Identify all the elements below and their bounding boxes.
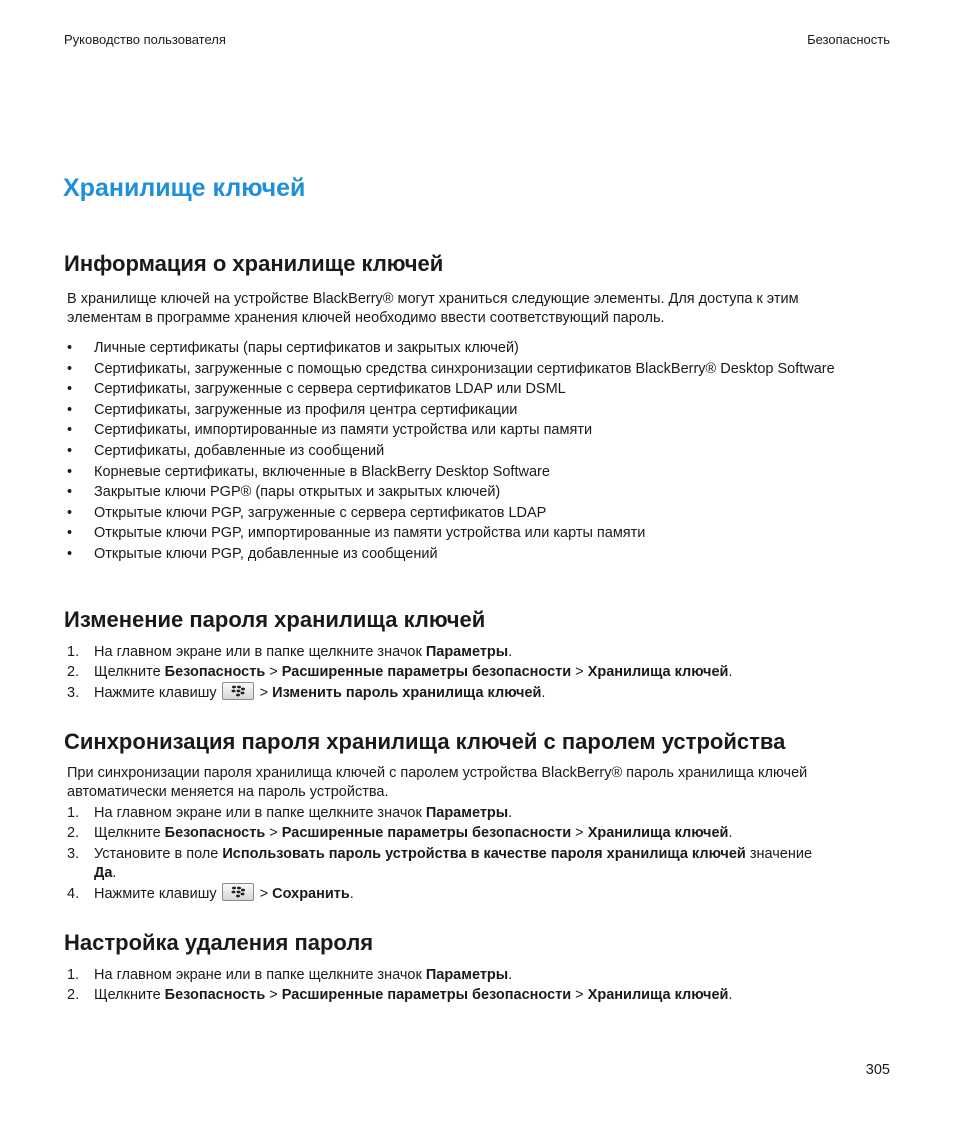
section1-intro <box>67 290 892 328</box>
section3-intro-line1: При синхронизации пароля хранилища ключей с паролем устройства BlackBerry® пароль хранилища ключей <box>67 765 808 781</box>
list-item: • Закрытые ключи PGP® (пары открытых и закрытых ключей) <box>67 484 501 501</box>
step-item: 4. Нажмите клавишу > Сохранить. <box>64 885 894 904</box>
section1-intro-line2: элементам в программе хранения ключей необходимо ввести соответствующий пароль. <box>67 310 665 326</box>
section-heading-keystore-info: Информация о хранилище ключей <box>64 251 444 276</box>
list-item: • Открытые ключи PGP, загруженные с сервера сертификатов LDAP <box>67 504 547 521</box>
running-header-left: Руководство пользователя <box>64 32 226 47</box>
sync-password-steps <box>64 804 894 905</box>
list-item: • Сертификаты, добавленные из сообщений <box>67 442 385 459</box>
list-item: • Открытые ключи PGP, добавленные из сообщений <box>67 545 438 562</box>
step-item: 2. Щелкните Безопасность > Расширенные параметры безопасности > Хранилища ключей. <box>67 987 733 1004</box>
password-wipe-steps <box>64 966 894 1007</box>
section-heading-password-wipe: Настройка удаления пароля <box>64 930 374 955</box>
page-title: Хранилище ключей <box>63 174 306 202</box>
list-item: • Корневые сертификаты, включенные в BlackBerry Desktop Software <box>67 463 550 480</box>
section3-intro-line2: автоматически меняется на пароль устройства. <box>67 784 389 800</box>
page-number: 305 <box>865 1062 890 1078</box>
step-item: 1. На главном экране или в папке щелкните значок Параметры. <box>67 644 513 660</box>
section-heading-change-password: Изменение пароля хранилища ключей <box>64 607 486 632</box>
blackberry-menu-key-icon <box>222 883 254 901</box>
step-item: 2. Щелкните Безопасность > Расширенные параметры безопасности > Хранилища ключей. <box>67 825 733 842</box>
step-item: 1. На главном экране или в папке щелкните значок Параметры. <box>67 967 513 983</box>
step-item: 1. На главном экране или в папке щелкните значок Параметры. <box>67 805 513 821</box>
list-item: • Личные сертификаты (пары сертификатов и закрытых ключей) <box>67 340 519 356</box>
section-heading-sync-password: Синхронизация пароля хранилища ключей с паролем устройства <box>64 729 786 754</box>
list-item: • Открытые ключи PGP, импортированные из памяти устройства или карты памяти <box>67 525 646 542</box>
step-item: 2. Щелкните Безопасность > Расширенные параметры безопасности > Хранилища ключей. <box>67 664 733 681</box>
list-item: • Сертификаты, загруженные с помощью средства синхронизации сертификатов BlackBerry® Desktop Software <box>67 360 835 377</box>
section1-intro-line1: В хранилище ключей на устройстве BlackBerry® могут храниться следующие элементы. Для доступа к этим <box>67 291 799 307</box>
list-item: • Сертификаты, импортированные из памяти устройства или карты памяти <box>67 422 593 439</box>
running-header-right: Безопасность <box>807 32 890 47</box>
step-item: 3. Нажмите клавишу > Изменить пароль хранилища ключей. <box>64 684 894 703</box>
list-item: • Сертификаты, загруженные из профиля центра сертификации <box>67 401 518 418</box>
blackberry-menu-key-icon <box>222 682 254 700</box>
change-password-steps <box>64 643 894 704</box>
step-item: 3. Установите в поле Использовать пароль устройства в качестве пароля хранилища ключей значение Да. <box>67 845 813 881</box>
list-item: • Сертификаты, загруженные с сервера сертификатов LDAP или DSML <box>67 381 566 398</box>
keystore-contents-list <box>64 339 894 566</box>
options-label: Параметры <box>425 644 509 660</box>
section3-intro <box>67 764 892 802</box>
